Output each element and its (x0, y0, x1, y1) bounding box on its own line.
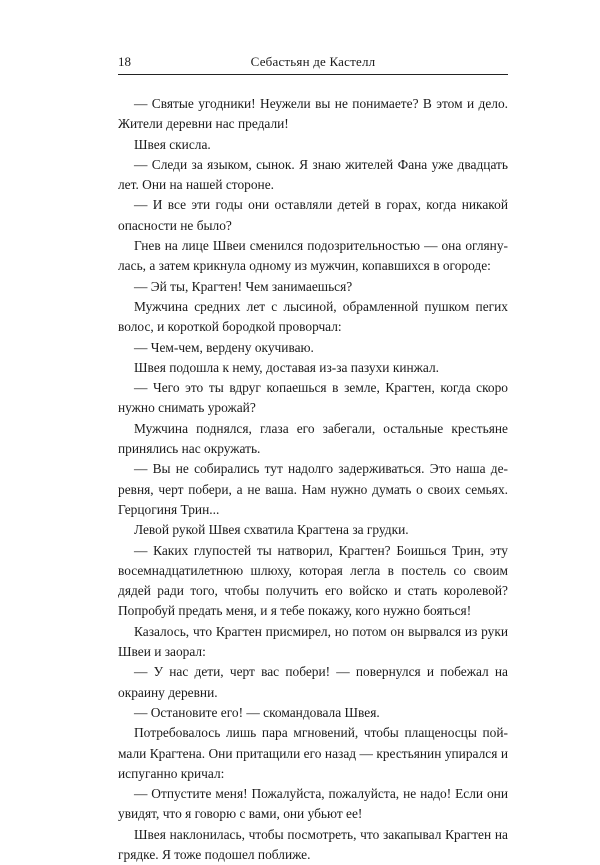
paragraph: Мужчина средних лет с лысиной, обрамленной пушком пегих волос, и короткой бородкой проворчал: (118, 298, 508, 335)
page-body (118, 94, 508, 865)
paragraph: — Святые угодники! Неужели вы не понимаете? В этом и дело. Жители деревни нас предали! (118, 96, 508, 132)
book-author: Себастьян де Кастелл (250, 54, 376, 69)
paragraph: — Остановите его! — скомандовала Швея. (134, 704, 380, 720)
paragraph: — Чем-чем, вердену окучиваю. (134, 339, 314, 355)
paragraph: — Каких глупостей ты натворил, Крагтен? Боишься Трин, эту восемнадцатилетнюю шлюху, которая легла в постель со своим дядей ради того, чтобы получить его войско и стать королевой? Попробуй предать меня, и я тебе покажу, кого нужно бояться! (118, 542, 508, 619)
paragraph: Казалось, что Крагтен присмирел, но потом он вырвался из руки Швеи и заорал: (118, 623, 508, 660)
paragraph: — Отпустите меня! Пожалуйста, пожалуйста, не надо! Если они увидят, что я говорю с вами, они убьют ее! (118, 786, 508, 822)
paragraph: Мужчина поднялся, глаза его забегали, остальные крестьяне принялись нас окружать. (118, 420, 508, 457)
paragraph: Швея наклонилась, чтобы посмотреть, что закапывал Крагтен на грядке. Я тоже подошел поближе. (118, 826, 508, 862)
paragraph: — Чего это ты вдруг копаешься в земле, Крагтен, когда скоро нужно снимать урожай? (118, 380, 508, 416)
running-head (118, 50, 508, 75)
paragraph: Гнев на лице Швеи сменился подозрительностью — она оглянулась, а затем крикнула одному из мужчин, копавшихся в огороде: (118, 238, 508, 274)
paragraph: Левой рукой Швея схватила Крагтена за грудки. (134, 522, 409, 538)
page-number: 18 (118, 54, 131, 69)
paragraph: — Эй ты, Крагтен! Чем занимаешься? (134, 278, 353, 294)
paragraph: Потребовалось лишь пара мгновений, чтобы плащеносцы поймали Крагтена. Они притащили его назад — крестьянин упирался и испуганно кричал: (118, 725, 508, 781)
paragraph: — У нас дети, черт вас побери! — повернулся и побежал на окраину деревни. (118, 664, 508, 700)
paragraph: — И все эти годы они оставляли детей в горах, когда никакой опасности не было? (118, 197, 508, 233)
paragraph: — Следи за языком, сынок. Я знаю жителей Фана уже двадцать лет. Они на нашей стороне. (118, 156, 508, 193)
paragraph: Швея скисла. (134, 136, 211, 152)
paragraph: — Вы не собирались тут надолго задерживаться. Это наша деревня, черт побери, а не ваша. Нам нужно думать о своих семьях. Герцогиня Трин... (118, 461, 508, 517)
paragraph: Швея подошла к нему, доставая из-за пазухи кинжал. (134, 359, 439, 375)
